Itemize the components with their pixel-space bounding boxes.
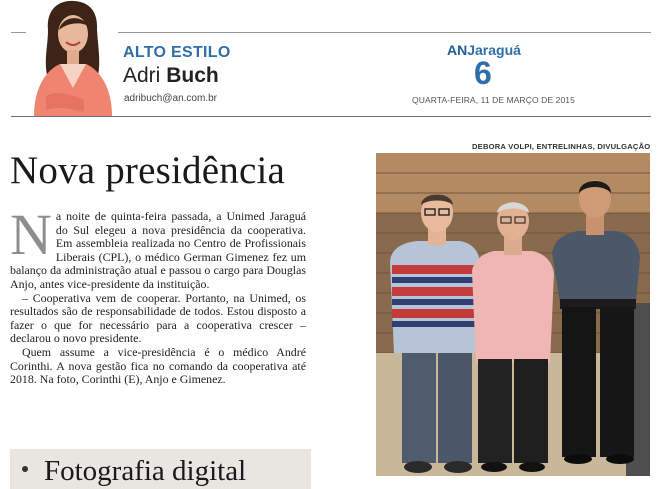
columnist-name xyxy=(123,64,219,88)
columnist-email: adribuch@an.com.br xyxy=(124,93,217,104)
brand-prefix: AN xyxy=(447,42,468,58)
columnist-portrait xyxy=(26,0,118,116)
dateline: QUARTA-FEIRA, 11 DE MARÇO DE 2015 xyxy=(412,95,575,105)
drop-cap: N xyxy=(10,202,52,267)
article-paragraph: a noite de quinta-feira passada, a Unimed Jaraguá do Sul elegeu a nova presidência da cooperativa. Em assembleia realizada no Centro de Profissionais Liberais (CPL), o médico German Gimenez fez um balanço da administração atual e passou o cargo para Douglas Anjo, antes vice-presidente da instituição. xyxy=(10,209,306,291)
article-headline: Nova presidência xyxy=(10,149,286,192)
next-section-title: Fotografia digital xyxy=(44,455,247,487)
column-section-tag: ALTO ESTILO xyxy=(123,44,231,61)
brand-name: Jaraguá xyxy=(467,42,521,58)
article-body xyxy=(10,202,306,387)
author-first-name: Adri xyxy=(123,64,161,87)
article-photo xyxy=(376,153,650,476)
article-paragraph: Quem assume a vice-presidência é o médico André Corinthi. A nova gestão fica no comando da cooperativa até 2018. Na foto, Corinthi (E), Anjo e Gimenez. xyxy=(10,344,306,387)
photo-credit: DEBORA VOLPI, ENTRELINHAS, DIVULGAÇÃO xyxy=(472,142,651,151)
bullet-icon xyxy=(22,466,28,472)
article-paragraph: – Cooperativa vem de cooperar. Portanto, na Unimed, os resultados são de responsabilidade de todos. Estou disposto a fazer o que for necessário para a cooperativa crescer – declarou o novo presidente. xyxy=(10,290,306,346)
author-last-name: Buch xyxy=(166,64,219,87)
page-number: 6 xyxy=(474,55,492,91)
header-rule xyxy=(11,116,651,117)
